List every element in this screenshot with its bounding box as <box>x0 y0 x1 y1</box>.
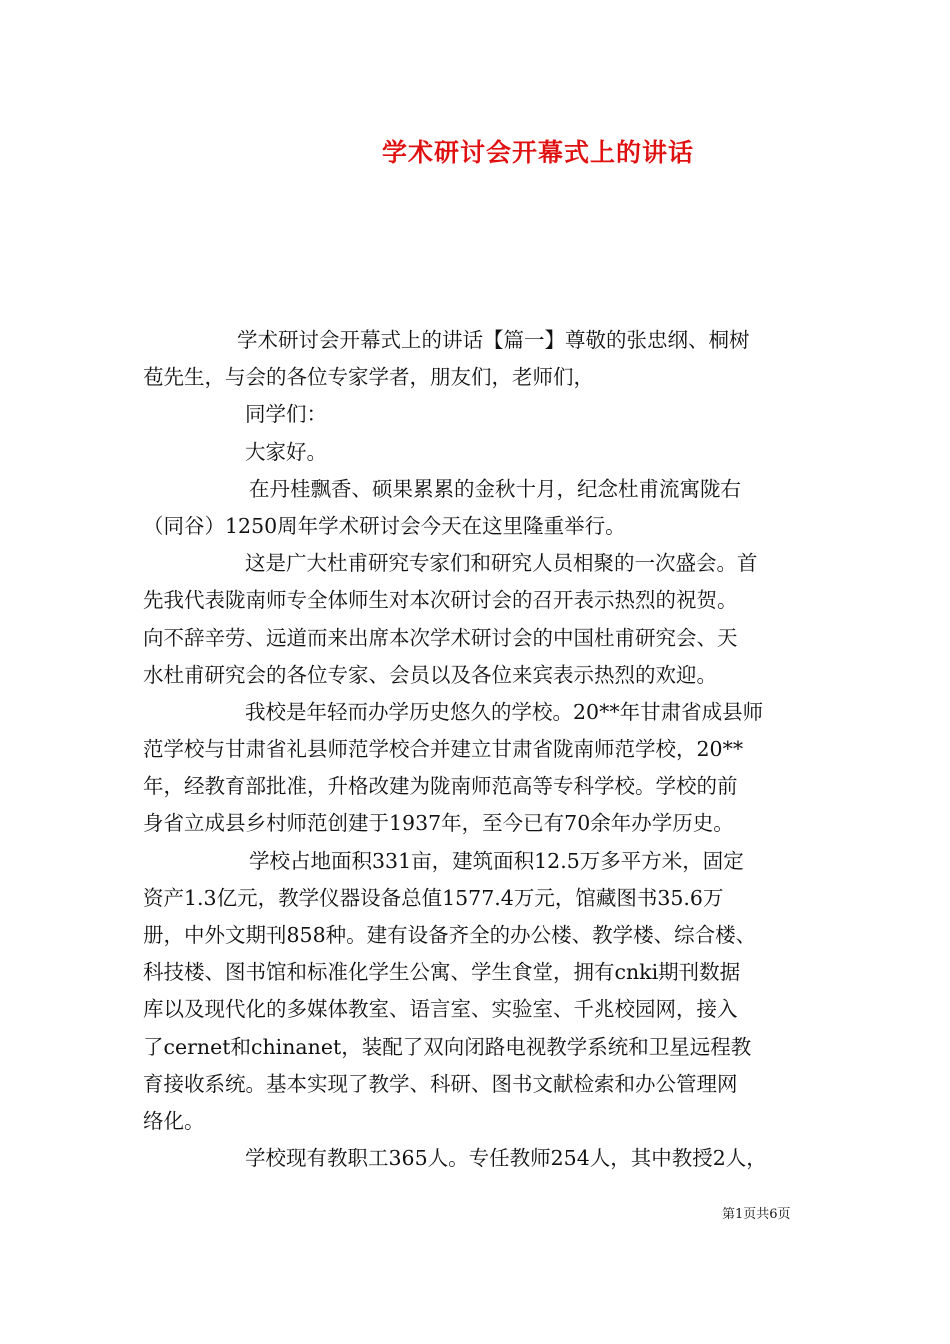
text-line: 学校占地面积331亩，建筑面积12.5万多平方米，固定 <box>249 848 744 873</box>
document-body <box>143 322 815 1177</box>
text-line: 大家好。 <box>245 439 327 464</box>
text-line: 学校现有教职工365人。专任教师254人，其中教授2人， <box>245 1146 767 1171</box>
text-line: 身省立成县乡村师范创建于1937年，至今已有70余年办学历史。 <box>143 811 734 836</box>
text-line: 我校是年轻而办学历史悠久的学校。20**年甘肃省成县师 <box>245 699 764 724</box>
text-line: 了cernet和chinanet，装配了双向闭路电视教学系统和卫星远程教 <box>143 1034 752 1059</box>
text-line: 科技楼、图书馆和标准化学生公寓、学生食堂，拥有cnki期刊数据 <box>143 960 741 985</box>
text-line: 络化。 <box>143 1108 205 1133</box>
text-line: （同谷）1250周年学术研讨会今天在这里隆重举行。 <box>143 513 626 538</box>
text-line: 苞先生，与会的各位专家学者，朋友们，老师们， <box>143 365 594 390</box>
text-line: 范学校与甘肃省礼县师范学校合并建立甘肃省陇南师范学校，20** <box>143 737 744 762</box>
text-line: 这是广大杜甫研究专家们和研究人员相聚的一次盛会。首 <box>245 551 758 576</box>
text-line: 库以及现代化的多媒体教室、语言室、实验室、千兆校园网，接入 <box>143 997 738 1022</box>
document-title: 学术研讨会开幕式上的讲话 <box>381 138 694 167</box>
text-line: 先我代表陇南师专全体师生对本次研讨会的召开表示热烈的祝贺。 <box>143 588 738 613</box>
text-line: 向不辞辛劳、远道而来出席本次学术研讨会的中国杜甫研究会、天 <box>143 625 738 650</box>
text-line: 育接收系统。基本实现了教学、科研、图书文献检索和办公管理网 <box>143 1071 738 1096</box>
text-line: 年，经教育部批准，升格改建为陇南师范高等专科学校。学校的前 <box>143 774 738 799</box>
text-line: 同学们： <box>245 402 327 427</box>
text-line: 水杜甫研究会的各位专家、会员以及各位来宾表示热烈的欢迎。 <box>143 662 717 687</box>
page-number-label: 第1页共6页 <box>722 1207 791 1222</box>
text-line: 册，中外文期刊858种。建有设备齐全的办公楼、教学楼、综合楼、 <box>143 923 757 947</box>
text-line: 资产1.3亿元，教学仪器设备总值1577.4万元，馆藏图书35.6万 <box>143 885 724 910</box>
text-line: 学术研讨会开幕式上的讲话【篇一】尊敬的张忠纲、桐树 <box>237 328 750 352</box>
text-line: 在丹桂飘香、硕果累累的金秋十月，纪念杜甫流寓陇右 <box>249 476 741 501</box>
